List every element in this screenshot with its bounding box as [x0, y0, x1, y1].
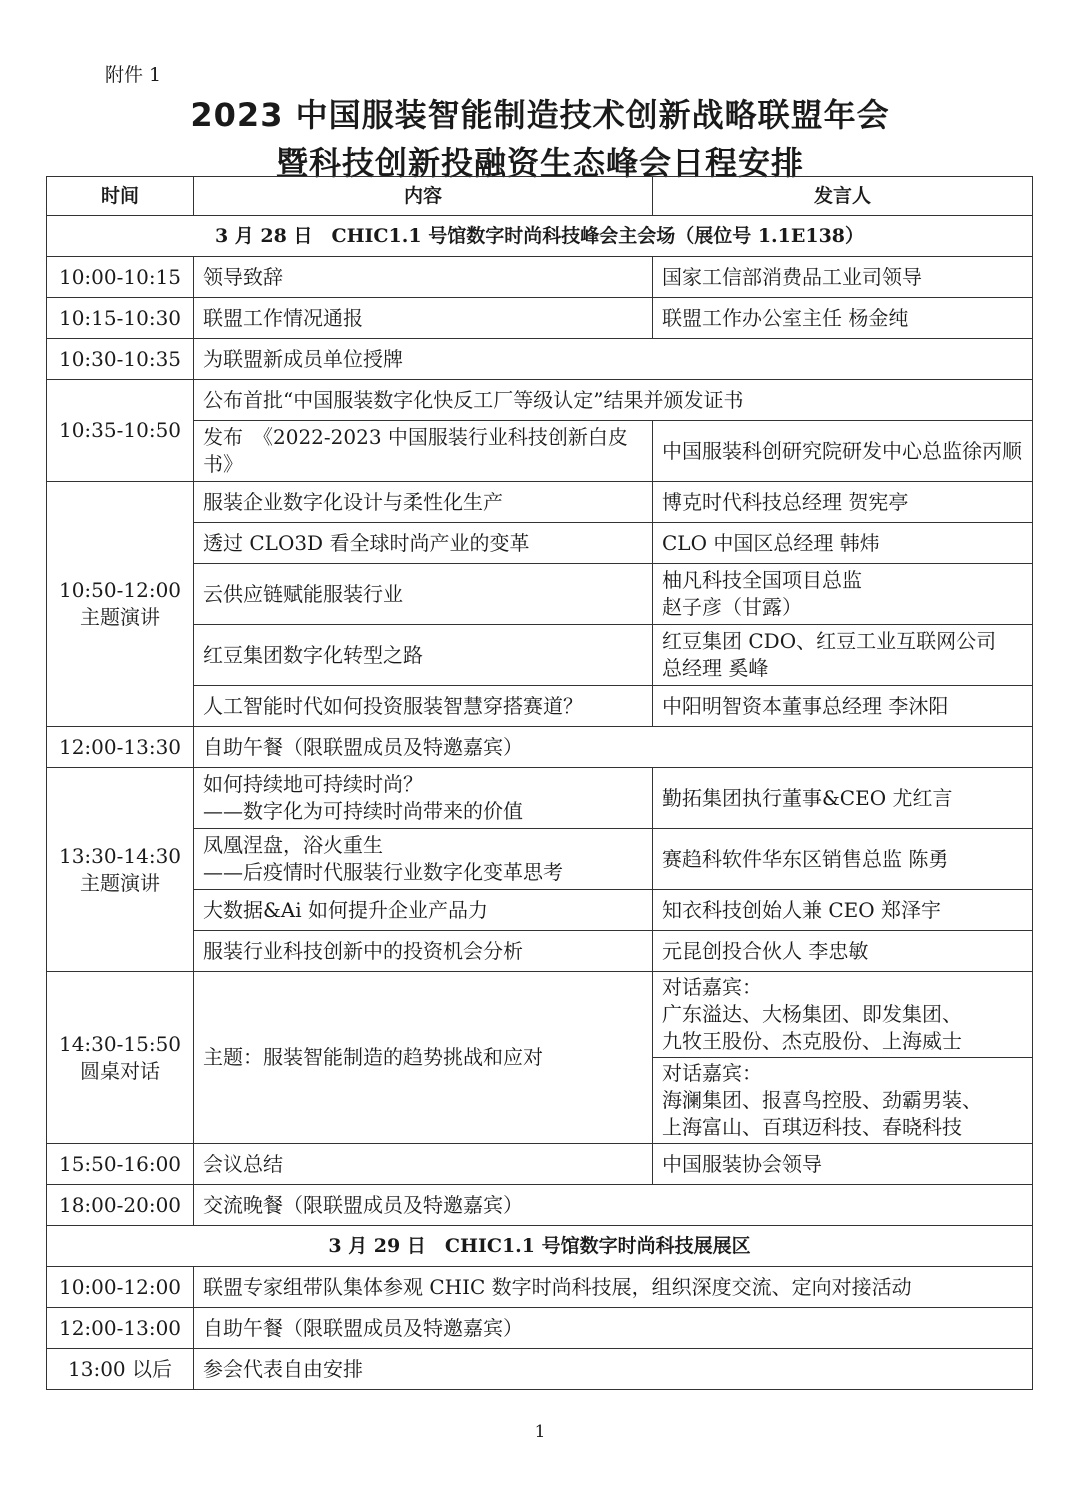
content-cell: 领导致辞	[194, 257, 653, 298]
content-cell: 自助午餐（限联盟成员及特邀嘉宾）	[194, 727, 1033, 768]
time-cell: 12:00-13:00	[47, 1308, 194, 1349]
table-row	[47, 380, 1033, 421]
speaker-cell: 勤拓集团执行董事&CEO 尤红言	[653, 768, 1033, 829]
time-cell: 13:00 以后	[47, 1349, 194, 1390]
guests-line: 海澜集团、报喜鸟控股、劲霸男装、	[662, 1088, 982, 1112]
speaker-line: 赵子彦（甘露）	[662, 595, 802, 619]
day2-heading-row	[47, 1226, 1033, 1267]
time-cell	[47, 482, 194, 727]
speaker-cell: 中国服装科创研究院研发中心总监徐丙顺	[653, 421, 1033, 482]
guests-line: 广东溢达、大杨集团、即发集团、	[662, 1002, 962, 1026]
speaker-cell: 知衣科技创始人兼 CEO 郑泽宇	[653, 890, 1033, 931]
table-row	[47, 1144, 1033, 1185]
speaker-cell: 中阳明智资本董事总经理 李沐阳	[653, 686, 1033, 727]
table-row	[47, 686, 1033, 727]
page-title-line1: 2023 中国服装智能制造技术创新战略联盟年会	[190, 96, 890, 134]
day1-heading: 3 月 28 日 CHIC1.1 号馆数字时尚科技峰会主会场（展位号 1.1E138）	[47, 216, 1033, 257]
content-cell	[194, 768, 653, 829]
table-row	[47, 421, 1033, 482]
speaker-line: 红豆集团 CDO、红豆工业互联网公司	[662, 629, 997, 653]
content-cell: 人工智能时代如何投资服装智慧穿搭赛道？	[194, 686, 653, 727]
table-row	[47, 564, 1033, 625]
content-cell: 发布 《2022-2023 中国服装行业科技创新白皮书》	[194, 421, 653, 482]
speaker-cell: 赛趋科软件华东区销售总监 陈勇	[653, 829, 1033, 890]
speaker-cell: 中国服装协会领导	[653, 1144, 1033, 1185]
session-label: 圆桌对话	[80, 1058, 160, 1083]
speaker-cell: 博克时代科技总经理 贺宪亭	[653, 482, 1033, 523]
table-row	[47, 257, 1033, 298]
table-row	[47, 890, 1033, 931]
time-cell: 10:30-10:35	[47, 339, 194, 380]
content-cell: 大数据&Ai 如何提升企业产品力	[194, 890, 653, 931]
day1-heading-row	[47, 216, 1033, 257]
speaker-cell	[653, 625, 1033, 686]
content-cell: 服装行业科技创新中的投资机会分析	[194, 931, 653, 972]
table-row	[47, 1185, 1033, 1226]
content-line: ——后疫情时代服装行业数字化变革思考	[203, 860, 563, 884]
table-row	[47, 298, 1033, 339]
day2-heading: 3 月 29 日 CHIC1.1 号馆数字时尚科技展展区	[47, 1226, 1033, 1267]
content-cell: 透过 CLO3D 看全球时尚产业的变革	[194, 523, 653, 564]
table-row	[47, 972, 1033, 1058]
guests-label: 对话嘉宾：	[662, 1061, 762, 1085]
content-cell	[194, 829, 653, 890]
guests-label: 对话嘉宾：	[662, 975, 762, 999]
header-time: 时间	[47, 177, 194, 216]
speaker-line: 柚凡科技全国项目总监	[662, 568, 862, 592]
table-row	[47, 768, 1033, 829]
time-cell: 12:00-13:30	[47, 727, 194, 768]
speaker-cell: 联盟工作办公室主任 杨金纯	[653, 298, 1033, 339]
table-header-row	[47, 177, 1033, 216]
page-title-line2: 暨科技创新投融资生态峰会日程安排	[275, 144, 804, 182]
table-row	[47, 1308, 1033, 1349]
time-cell: 10:35-10:50	[47, 380, 194, 482]
table-row	[47, 339, 1033, 380]
content-cell: 联盟工作情况通报	[194, 298, 653, 339]
time-cell	[47, 768, 194, 972]
guests-line: 九牧王股份、杰克股份、上海威士	[662, 1029, 962, 1053]
session-label: 主题演讲	[80, 870, 160, 895]
time-cell: 10:15-10:30	[47, 298, 194, 339]
content-cell: 红豆集团数字化转型之路	[194, 625, 653, 686]
table-row	[47, 482, 1033, 523]
guests-line: 上海富山、百琪迈科技、春晓科技	[662, 1115, 962, 1139]
time-cell: 15:50-16:00	[47, 1144, 194, 1185]
time-range: 14:30-15:50	[58, 1031, 182, 1056]
schedule-table	[46, 176, 1033, 1390]
time-range: 10:50-12:00	[58, 578, 182, 602]
content-cell: 会议总结	[194, 1144, 653, 1185]
time-cell: 10:00-10:15	[47, 257, 194, 298]
time-cell: 18:00-20:00	[47, 1185, 194, 1226]
header-speaker: 发言人	[653, 177, 1033, 216]
speaker-cell	[653, 564, 1033, 625]
table-row	[47, 931, 1033, 972]
time-cell: 10:00-12:00	[47, 1267, 194, 1308]
content-cell: 参会代表自由安排	[194, 1349, 1033, 1390]
speaker-line: 总经理 奚峰	[662, 656, 769, 680]
speaker-cell: 国家工信部消费品工业司领导	[653, 257, 1033, 298]
session-label: 主题演讲	[80, 605, 160, 629]
table-row	[47, 727, 1033, 768]
table-row	[47, 625, 1033, 686]
table-row	[47, 829, 1033, 890]
content-line: 如何持续地可持续时尚？	[203, 772, 423, 796]
speaker-cell: CLO 中国区总经理 韩炜	[653, 523, 1033, 564]
table-row	[47, 523, 1033, 564]
content-cell: 服装企业数字化设计与柔性化生产	[194, 482, 653, 523]
table-row	[47, 1349, 1033, 1390]
table-row	[47, 1267, 1033, 1308]
content-cell: 云供应链赋能服装行业	[194, 564, 653, 625]
time-cell	[47, 972, 194, 1144]
content-cell: 主题：服装智能制造的趋势挑战和应对	[194, 972, 653, 1144]
content-line: ——数字化为可持续时尚带来的价值	[203, 799, 523, 823]
content-cell: 联盟专家组带队集体参观 CHIC 数字时尚科技展，组织深度交流、定向对接活动	[194, 1267, 1033, 1308]
speaker-cell: 元昆创投合伙人 李忠敏	[653, 931, 1033, 972]
attachment-label: 附件 1	[105, 64, 162, 86]
content-cell: 交流晚餐（限联盟成员及特邀嘉宾）	[194, 1185, 1033, 1226]
speaker-cell	[653, 972, 1033, 1058]
content-cell: 为联盟新成员单位授牌	[194, 339, 1033, 380]
content-cell: 自助午餐（限联盟成员及特邀嘉宾）	[194, 1308, 1033, 1349]
speaker-cell	[653, 1058, 1033, 1144]
content-line: 凤凰涅盘，浴火重生	[203, 833, 383, 857]
content-cell: 公布首批“中国服装数字化快反工厂等级认定”结果并颁发证书	[194, 380, 1033, 421]
page-number: 1	[534, 1422, 546, 1442]
header-content: 内容	[194, 177, 653, 216]
time-range: 13:30-14:30	[58, 843, 182, 868]
